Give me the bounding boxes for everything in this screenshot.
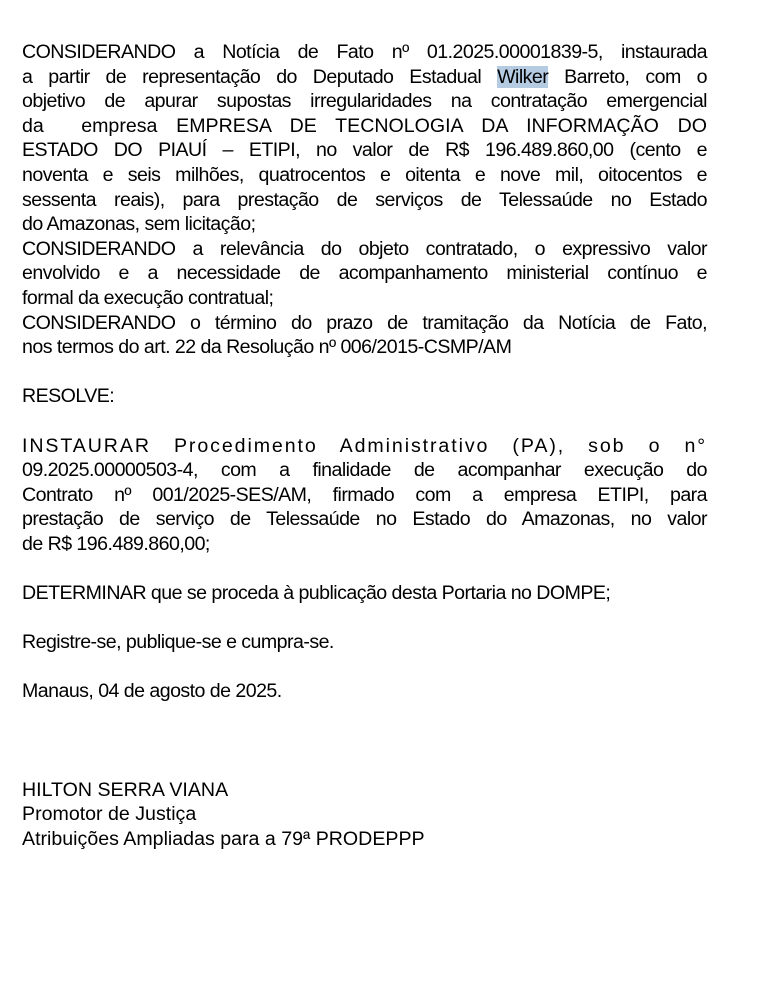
spacer — [22, 409, 707, 434]
text-line: Contrato nº 001/2025-SES/AM, firmado com a empresa ETIPI, para — [22, 483, 707, 506]
text-line: objetivo de apurar supostas irregularidades na contratação emergencial — [22, 90, 707, 113]
text-line: INSTAURAR Procedimento Administrativo (PA), sob o n° — [22, 434, 707, 457]
date-line: Manaus, 04 de agosto de 2025. — [22, 680, 282, 703]
spacer — [22, 556, 707, 581]
text-line: nos termos do art. 22 da Resolução nº 006/2015-CSMP/AM — [22, 336, 512, 359]
spacer — [22, 606, 707, 631]
considerando-notice-paragraph — [22, 40, 707, 237]
text-line: CONSIDERANDO a Notícia de Fato nº 01.2025.00001839-5, instaurada — [22, 41, 707, 63]
spacer — [22, 655, 707, 680]
text-line: prestação de serviço de Telessaúde no Estado do Amazonas, no valor — [22, 508, 707, 531]
text-line: sessenta reais), para prestação de serviços de Telessaúde no Estado — [22, 188, 707, 211]
resolve-heading: RESOLVE: — [22, 385, 115, 408]
text-segment: a partir de representação do Deputado Estadual — [22, 65, 498, 88]
signatory-name: HILTON SERRA VIANA — [22, 778, 229, 801]
text-line: ESTADO DO PIAUÍ – ETIPI, no valor de R$ 196.489.860,00 (cento e — [22, 139, 707, 162]
text-line — [22, 65, 707, 90]
text-line: noventa e seis milhões, quatrocentos e oitenta e nove mil, oitocentos e — [22, 163, 707, 186]
selected-text-highlight[interactable]: Wilker — [497, 65, 549, 88]
text-line: CONSIDERANDO a relevância do objeto contratado, o expressivo valor — [22, 237, 707, 260]
text-line: envolvido e a necessidade de acompanhamento ministerial contínuo e — [22, 262, 707, 285]
text-segment: Barreto, com o — [548, 65, 707, 88]
considerando-relevance-paragraph — [22, 237, 707, 311]
text-line: CONSIDERANDO o término do prazo de tramitação da Notícia de Fato, — [22, 311, 707, 334]
text-line: 09.2025.00000503-4, com a finalidade de acompanhar execução do — [22, 459, 707, 482]
text-line: do Amazonas, sem licitação; — [22, 213, 256, 236]
signatory-title: Promotor de Justiça — [22, 803, 197, 826]
registre-paragraph: Registre-se, publique-se e cumpra-se. — [22, 631, 334, 654]
considerando-deadline-paragraph — [22, 311, 707, 360]
text-line: da empresa EMPRESA DE TECNOLOGIA DA INFORMAÇÃO DO — [22, 114, 707, 137]
document-page — [22, 40, 707, 852]
spacer — [22, 360, 707, 385]
instaurar-paragraph — [22, 434, 707, 557]
spacer — [22, 704, 707, 778]
text-line: de R$ 196.489.860,00; — [22, 532, 210, 555]
determinar-paragraph: DETERMINAR que se proceda à publicação desta Portaria no DOMPE; — [22, 582, 611, 605]
text-line: formal da execução contratual; — [22, 286, 274, 309]
signature-block — [22, 778, 707, 852]
signatory-role: Atribuições Ampliadas para a 79ª PRODEPPP — [22, 828, 425, 851]
